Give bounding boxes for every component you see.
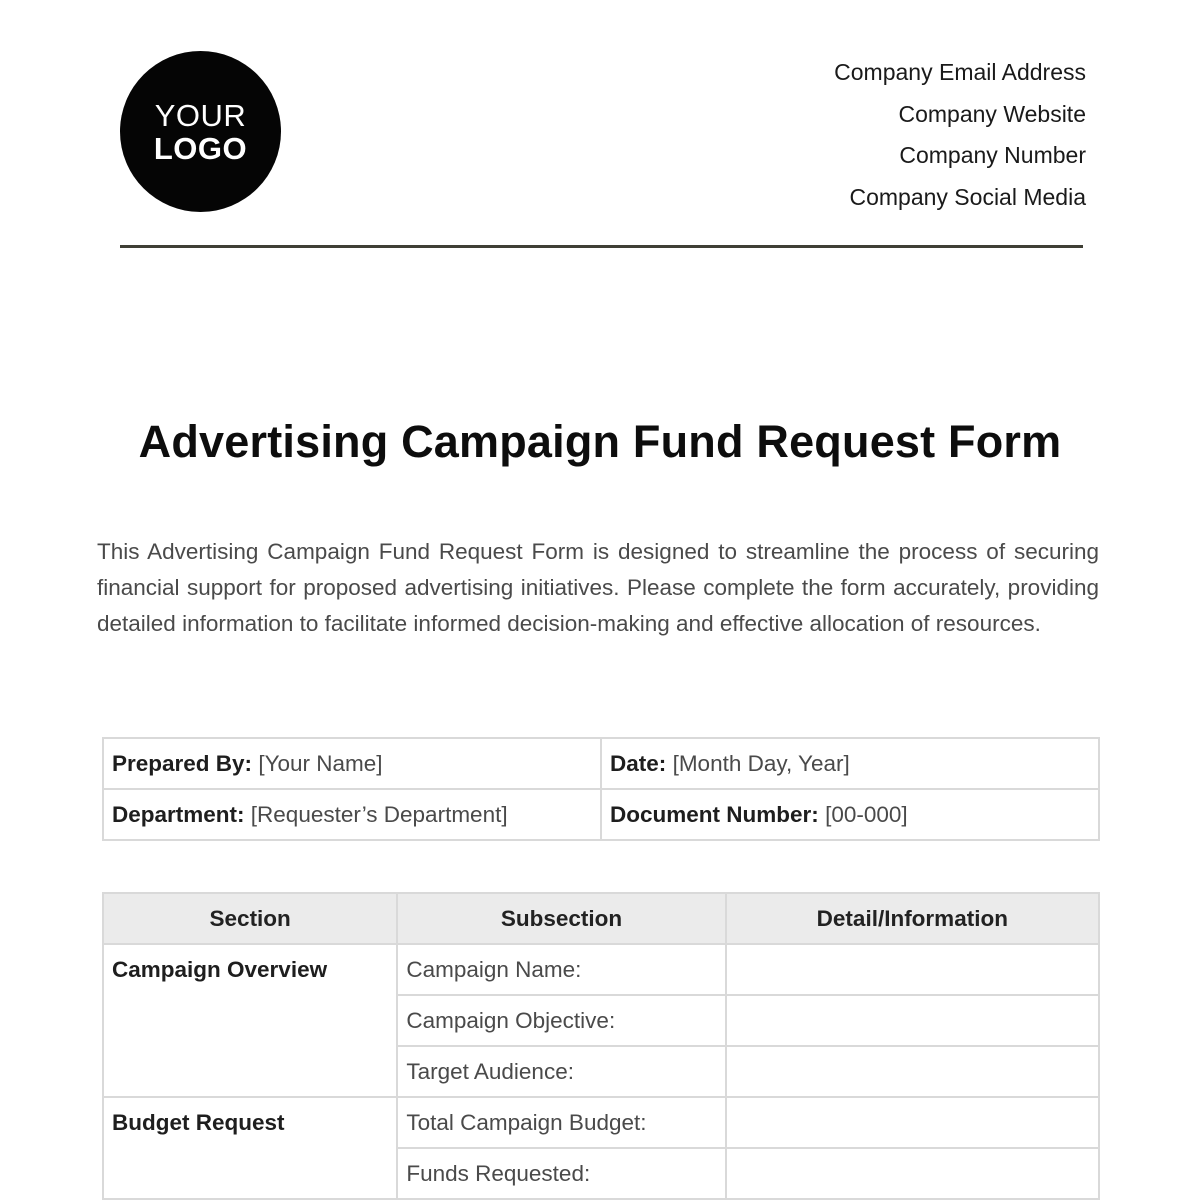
detail-target-audience-field[interactable] (726, 1046, 1099, 1097)
department-cell[interactable] (103, 789, 601, 840)
subsection-total-campaign-budget: Total Campaign Budget: (397, 1097, 725, 1148)
department-value: [Requester’s Department] (250, 801, 508, 827)
logo-line-logo: LOGO (153, 130, 248, 166)
department-label: Department: (112, 801, 245, 827)
detail-campaign-objective-field[interactable] (726, 995, 1099, 1046)
date-value: [Month Day, Year] (672, 750, 850, 776)
detail-total-campaign-budget-field[interactable] (726, 1097, 1099, 1148)
company-website: Company Website (898, 100, 1086, 127)
document-number-label: Document Number: (610, 801, 819, 827)
company-logo (120, 51, 281, 212)
section-campaign-overview: Campaign Overview (103, 944, 397, 1097)
company-email: Company Email Address (834, 59, 1086, 85)
table-row (103, 1097, 1099, 1148)
table-row (103, 944, 1099, 995)
subsection-target-audience: Target Audience: (397, 1046, 725, 1097)
table-header-row (103, 893, 1099, 944)
document-number-value: [00-000] (825, 801, 908, 827)
prepared-by-label: Prepared By: (112, 750, 253, 776)
header-divider (120, 245, 1083, 248)
prepared-by-value: [Your Name] (258, 750, 383, 776)
subsection-campaign-objective: Campaign Objective: (397, 995, 725, 1046)
table-row (103, 738, 1099, 789)
logo-line-your: YOUR (154, 97, 247, 133)
document-info-table (102, 737, 1100, 841)
form-intro-paragraph: This Advertising Campaign Fund Request Form is designed to streamline the process of securing financial support for proposed advertising initiatives. Please complete the form accurately, providing detailed information to facilitate informed decision-making and effective allocation of resources. (97, 539, 1099, 636)
header-detail-information: Detail/Information (726, 893, 1099, 944)
prepared-by-cell[interactable] (103, 738, 601, 789)
document-number-cell[interactable] (601, 789, 1099, 840)
date-label: Date: (610, 750, 667, 776)
fund-request-table (102, 892, 1100, 1200)
detail-funds-requested-field[interactable] (726, 1148, 1099, 1199)
section-budget-request: Budget Request (103, 1097, 397, 1199)
detail-campaign-name-field[interactable] (726, 944, 1099, 995)
form-title: Advertising Campaign Fund Request Form (138, 416, 1062, 467)
company-social-media: Company Social Media (849, 183, 1086, 210)
date-cell[interactable] (601, 738, 1099, 789)
subsection-funds-requested: Funds Requested: (397, 1148, 725, 1199)
header-subsection: Subsection (397, 893, 725, 944)
table-row (103, 789, 1099, 840)
company-contact-block (834, 52, 1086, 218)
company-number: Company Number (899, 142, 1086, 168)
header-section: Section (103, 893, 397, 944)
subsection-campaign-name: Campaign Name: (397, 944, 725, 995)
